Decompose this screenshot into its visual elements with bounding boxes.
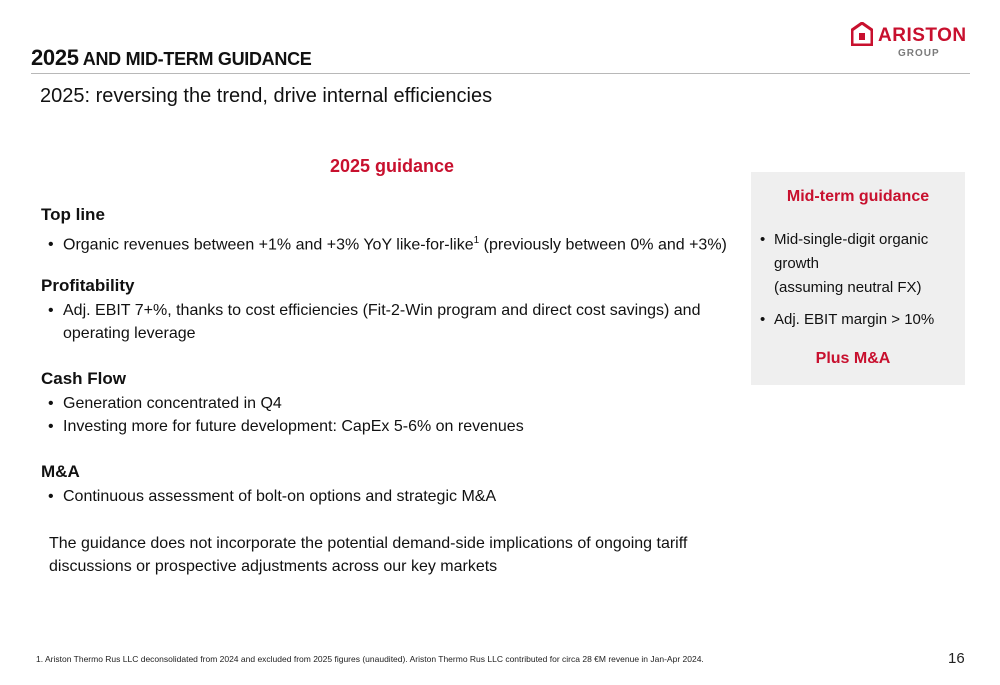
bullet-dot: • — [48, 302, 54, 319]
bullet-adj-ebit-continued: operating leverage — [63, 325, 196, 342]
bullet-text: Organic revenues between +1% and +3% YoY like-for-like — [63, 236, 474, 254]
bullet-dot: • — [48, 488, 54, 505]
bullet-dot: • — [48, 395, 54, 412]
section-title-m-and-a: M&A — [41, 462, 80, 481]
section-title-cash-flow: Cash Flow — [41, 369, 127, 388]
bullet-text: Adj. EBIT margin > 10% — [774, 311, 935, 328]
mid-term-bullet-organic-growth — [760, 228, 928, 252]
mid-term-bullet-fx-note: (assuming neutral FX) — [774, 279, 922, 296]
mid-term-heading: Mid-term guidance — [786, 188, 930, 205]
bullet-capex — [48, 415, 524, 438]
page-subtitle: 2025: reversing the trend, drive internal efficiencies — [40, 85, 493, 107]
mid-term-bullet-growth-continued: growth — [774, 255, 820, 272]
bullet-adj-ebit — [48, 299, 700, 322]
bullet-text: Investing more for future development: CapEx 5-6% on revenues — [63, 418, 524, 435]
section-title-top-line: Top line — [41, 205, 105, 224]
mid-term-plus-m-and-a: Plus M&A — [815, 350, 891, 367]
title-rest: AND MID-TERM GUIDANCE — [78, 49, 312, 69]
ariston-logo — [850, 22, 974, 62]
disclaimer-line-1: The guidance does not incorporate the potential demand-side implications of ongoing tariff — [49, 535, 688, 552]
bullet-text: Continuous assessment of bolt-on options and strategic M&A — [63, 488, 497, 505]
footnote: 1. Ariston Thermo Rus LLC deconsolidated from 2024 and excluded from 2025 figures (unaudited). Ariston Thermo Rus LLC contributed for circa 28 €M revenue in Jan-Apr 2024. — [36, 654, 704, 664]
bullet-bolt-on — [48, 485, 496, 508]
bullet-text: Generation concentrated in Q4 — [63, 395, 282, 412]
bullet-text: Mid-single-digit organic — [774, 231, 929, 248]
bullet-text: Adj. EBIT 7+%, thanks to cost efficiencies (Fit-2-Win program and direct cost savings) and — [63, 302, 701, 319]
house-logo-icon — [851, 22, 873, 46]
mid-term-bullet-ebit-margin — [760, 308, 934, 332]
bullet-dot: • — [48, 236, 54, 254]
title-year: 2025 — [31, 45, 79, 70]
bullet-dot: • — [48, 418, 54, 435]
bullet-dot: • — [760, 311, 766, 328]
page-number: 16 — [948, 650, 965, 667]
footnote-marker: 1 — [473, 235, 480, 246]
logo-wordmark: ARISTON — [878, 25, 967, 46]
bullet-text-after: (previously between 0% and +3%) — [479, 236, 727, 254]
header-divider — [31, 73, 970, 74]
bullet-organic-revenues — [48, 229, 727, 256]
section-title-profitability: Profitability — [41, 276, 135, 295]
guidance-heading: 2025 guidance — [330, 156, 455, 176]
bullet-generation-q4 — [48, 392, 282, 415]
mid-term-guidance-box — [751, 172, 965, 385]
disclaimer-line-2: discussions or prospective adjustments across our key markets — [49, 558, 498, 575]
logo-group-label: GROUP — [898, 48, 940, 59]
page-title — [31, 45, 311, 71]
bullet-dot: • — [760, 231, 766, 248]
